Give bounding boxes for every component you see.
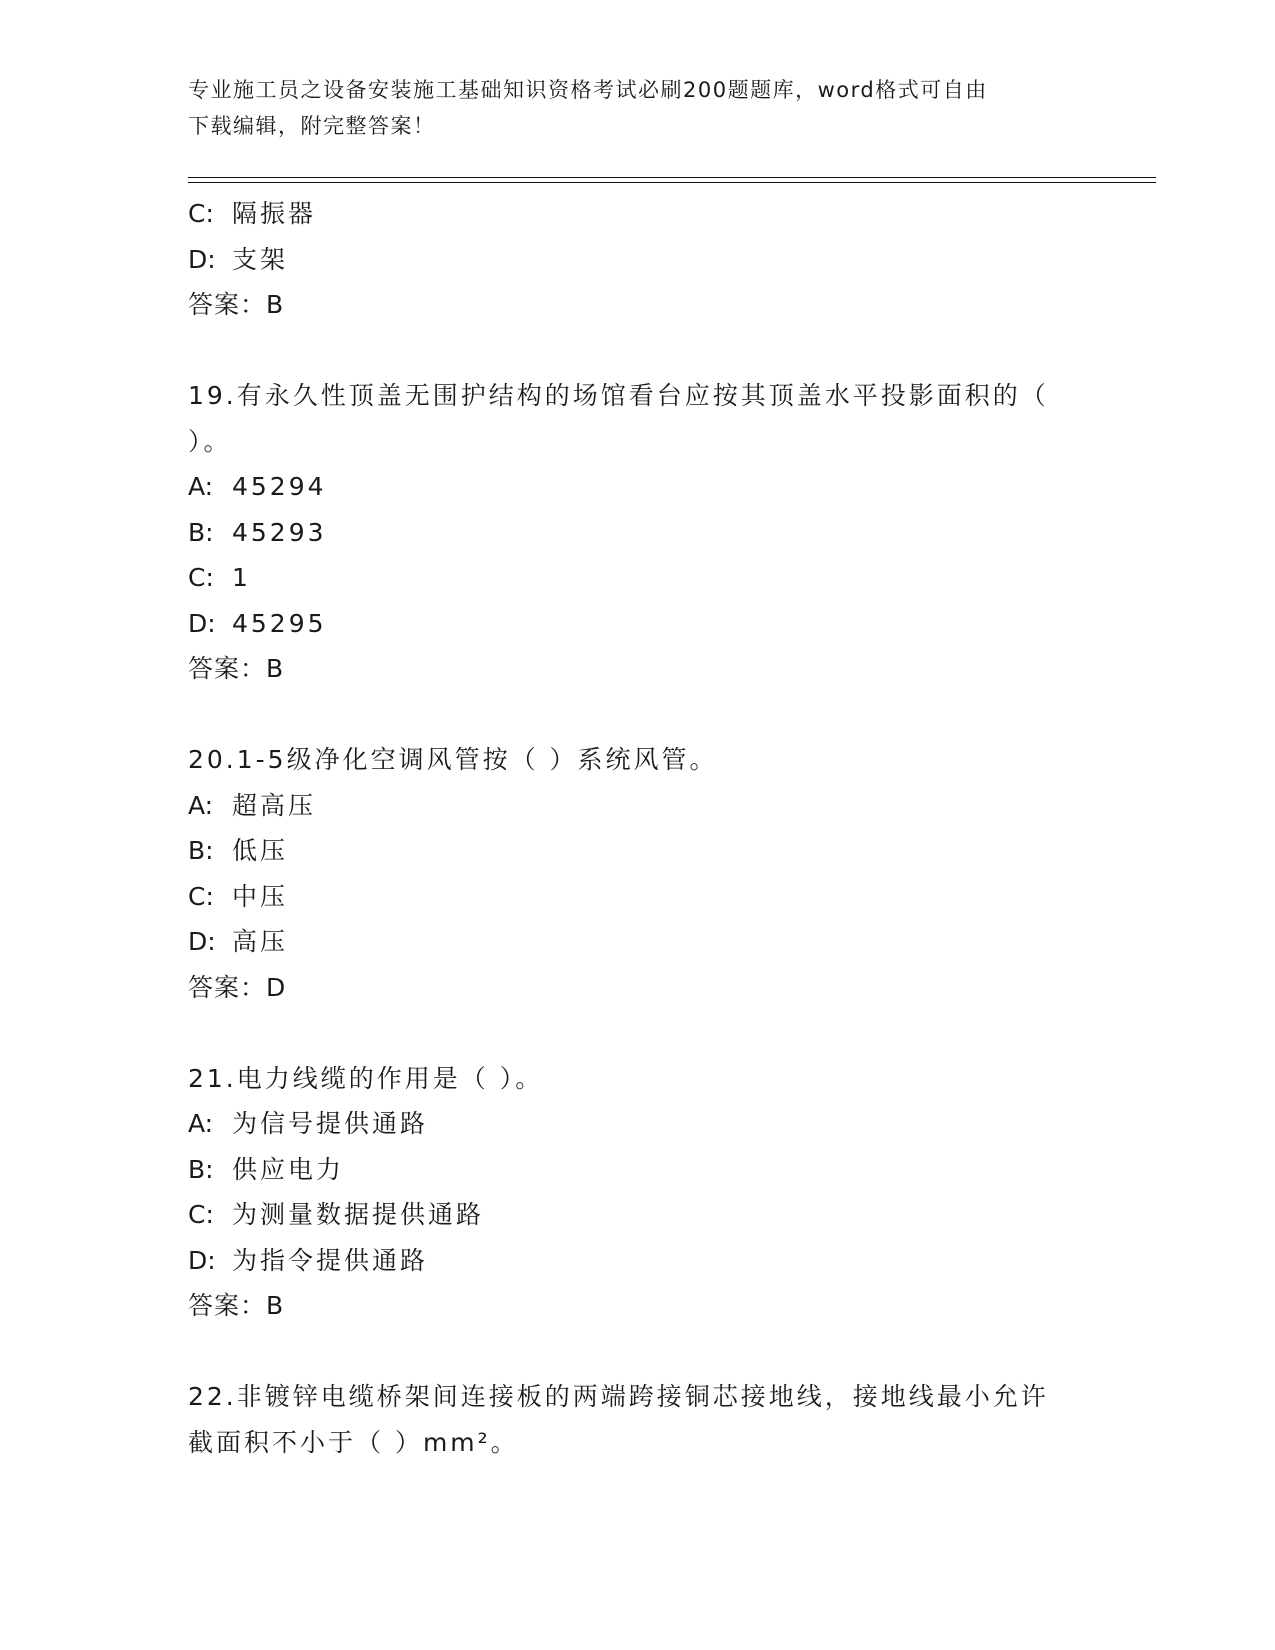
option-row xyxy=(188,555,1088,601)
option-text: 1 xyxy=(232,563,251,592)
option-label: D: xyxy=(188,608,216,638)
option-text: 隔振器 xyxy=(232,199,317,228)
option-text: 超高压 xyxy=(232,790,317,820)
option-row xyxy=(188,1192,1088,1238)
option-text: 高压 xyxy=(232,927,289,956)
header-divider-bottom xyxy=(188,182,1156,183)
question-stem: 截面积不小于（ ）mm²。 xyxy=(188,1427,519,1457)
option-text: 为信号提供通路 xyxy=(232,1109,429,1138)
option-text: 为测量数据提供通路 xyxy=(232,1200,485,1229)
question-stem: 20.1-5级净化空调风管按（ ）系统风管。 xyxy=(188,745,718,774)
option-text: 45294 xyxy=(232,472,327,501)
answer-line: 答案：B xyxy=(188,1291,285,1320)
question-stem: 19.有永久性顶盖无围护结构的场馆看台应按其顶盖水平投影面积的（ xyxy=(188,381,1049,410)
option-row xyxy=(188,783,1088,829)
option-label: C: xyxy=(188,199,214,228)
option-label: D: xyxy=(188,1245,216,1275)
option-row xyxy=(188,191,1088,237)
option-row xyxy=(188,1238,1088,1284)
option-text: 45295 xyxy=(232,608,327,638)
option-text: 中压 xyxy=(232,881,289,911)
option-label: C: xyxy=(188,1200,214,1229)
question-stem: 21.电力线缆的作用是（ ）。 xyxy=(188,1063,544,1093)
question-content xyxy=(188,191,1088,1465)
option-label: B: xyxy=(188,1154,214,1184)
option-row xyxy=(188,601,1088,647)
option-row xyxy=(188,828,1088,874)
option-label: D: xyxy=(188,244,216,274)
option-label: C: xyxy=(188,881,214,911)
answer-line: 答案：B xyxy=(188,290,285,319)
answer-line: 答案：D xyxy=(188,972,287,1002)
question-stem: 22.非镀锌电缆桥架间连接板的两端跨接铜芯接地线，接地线最小允许 xyxy=(188,1382,1049,1411)
answer-line: 答案：B xyxy=(188,654,285,683)
option-row xyxy=(188,237,1088,283)
option-label: C: xyxy=(188,563,214,592)
option-text: 为指令提供通路 xyxy=(232,1245,429,1275)
option-label: B: xyxy=(188,836,214,865)
option-row xyxy=(188,1147,1088,1193)
option-label: D: xyxy=(188,927,216,956)
header-line-1: 专业施工员之设备安装施工基础知识资格考试必刷200题题库，word格式可自由 xyxy=(188,78,988,102)
question-stem: ）。 xyxy=(188,426,232,456)
option-text: 供应电力 xyxy=(232,1154,345,1184)
option-text: 支架 xyxy=(232,244,289,274)
option-row xyxy=(188,919,1088,965)
option-row xyxy=(188,1101,1088,1147)
option-label: B: xyxy=(188,517,214,547)
option-row xyxy=(188,874,1088,920)
option-text: 低压 xyxy=(232,836,289,865)
option-label: A: xyxy=(188,1109,214,1138)
header-line-2: 下载编辑，附完整答案！ xyxy=(188,114,436,138)
option-label: A: xyxy=(188,790,214,820)
option-row xyxy=(188,464,1088,510)
option-text: 45293 xyxy=(232,517,327,547)
option-row xyxy=(188,510,1088,556)
document-header xyxy=(188,72,1068,144)
option-label: A: xyxy=(188,472,214,501)
header-divider-top xyxy=(188,177,1156,178)
